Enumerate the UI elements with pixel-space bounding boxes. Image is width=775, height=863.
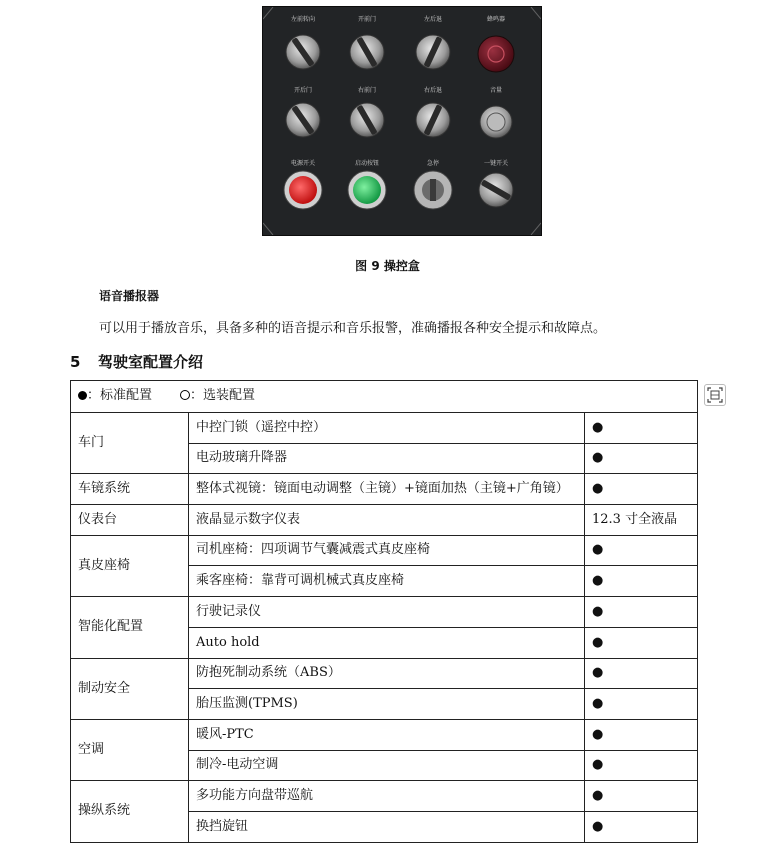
value-cell: ●: [585, 658, 698, 689]
category-cell: 空调: [71, 719, 189, 780]
photo-label: 电源开关: [290, 160, 316, 167]
subheading: 语音播报器: [99, 289, 160, 303]
figure-caption: 图 9 操控盒: [355, 259, 420, 273]
value-cell: ●: [585, 811, 698, 842]
table-row: [71, 505, 698, 536]
control-box-illustration: [263, 7, 541, 235]
photo-label: 右后退: [423, 87, 443, 94]
section-number: 5: [70, 353, 81, 371]
item-cell: 制冷-电动空调: [189, 750, 585, 781]
item-cell: 整体式视镜：镜面电动调整（主镜）+镜面加热（主镜+广角镜）: [189, 474, 585, 505]
photo-label: 左后退: [423, 16, 443, 23]
value-cell: 12.3 寸全液晶: [585, 505, 698, 536]
item-cell: 胎压监测(TPMS): [189, 689, 585, 720]
open-circle-icon: [180, 390, 190, 400]
category-cell: 制动安全: [71, 658, 189, 719]
item-cell: 中控门锁（遥控中控）: [189, 413, 585, 444]
photo-label: 蜂鸣器: [486, 16, 506, 23]
item-cell: 司机座椅：四项调节气囊减震式真皮座椅: [189, 535, 585, 566]
value-cell: ●: [585, 689, 698, 720]
value-cell: ●: [585, 443, 698, 474]
category-cell: 智能化配置: [71, 597, 189, 658]
value-cell: ●: [585, 627, 698, 658]
section-title: 驾驶室配置介绍: [98, 353, 204, 371]
table-row: [71, 719, 698, 750]
table-row: [71, 597, 698, 628]
photo-label: 一键开关: [483, 160, 509, 167]
item-cell: 多功能方向盘带巡航: [189, 781, 585, 812]
photo-label: 启动按钮: [354, 160, 380, 167]
value-cell: ●: [585, 719, 698, 750]
category-cell: 车镜系统: [71, 474, 189, 505]
category-cell: 车门: [71, 413, 189, 474]
table-row: [71, 658, 698, 689]
value-cell: ●: [585, 750, 698, 781]
value-cell: ●: [585, 566, 698, 597]
table-row: [71, 474, 698, 505]
table-row: [71, 413, 698, 444]
item-cell: 行驶记录仪: [189, 597, 585, 628]
photo-label: 左前转向: [290, 16, 316, 23]
photo-label: 急停: [426, 160, 440, 167]
value-cell: ●: [585, 535, 698, 566]
control-box-photo: [262, 6, 542, 236]
photo-label: 开前门: [357, 16, 377, 23]
legend-standard: ：标准配置: [87, 388, 153, 404]
item-cell: 乘客座椅：靠背可调机械式真皮座椅: [189, 566, 585, 597]
item-cell: 电动玻璃升降器: [189, 443, 585, 474]
photo-label: 音量: [489, 87, 503, 94]
legend-optional: ：选装配置: [190, 388, 256, 404]
photo-label: 右前门: [357, 87, 377, 94]
table-row: [71, 781, 698, 812]
value-cell: ●: [585, 474, 698, 505]
filled-dot-icon: [78, 391, 87, 400]
legend-cell: [71, 381, 698, 413]
item-cell: 液晶显示数字仪表: [189, 505, 585, 536]
config-table: [70, 380, 698, 843]
photo-label: 开后门: [293, 87, 313, 94]
table-select-icon[interactable]: [704, 384, 726, 406]
section-heading: [70, 351, 203, 372]
legend-row: [71, 381, 698, 413]
table-row: [71, 535, 698, 566]
value-cell: ●: [585, 781, 698, 812]
category-cell: 仪表台: [71, 505, 189, 536]
item-cell: 换挡旋钮: [189, 811, 585, 842]
item-cell: 暖风-PTC: [189, 719, 585, 750]
category-cell: 操纵系统: [71, 781, 189, 842]
item-cell: 防抱死制动系统（ABS）: [189, 658, 585, 689]
value-cell: ●: [585, 597, 698, 628]
value-cell: ●: [585, 413, 698, 444]
item-cell: Auto hold: [189, 627, 585, 658]
category-cell: 真皮座椅: [71, 535, 189, 596]
paragraph: 可以用于播放音乐，具备多种的语音提示和音乐报警，准确播报各种安全提示和故障点。: [99, 321, 607, 336]
